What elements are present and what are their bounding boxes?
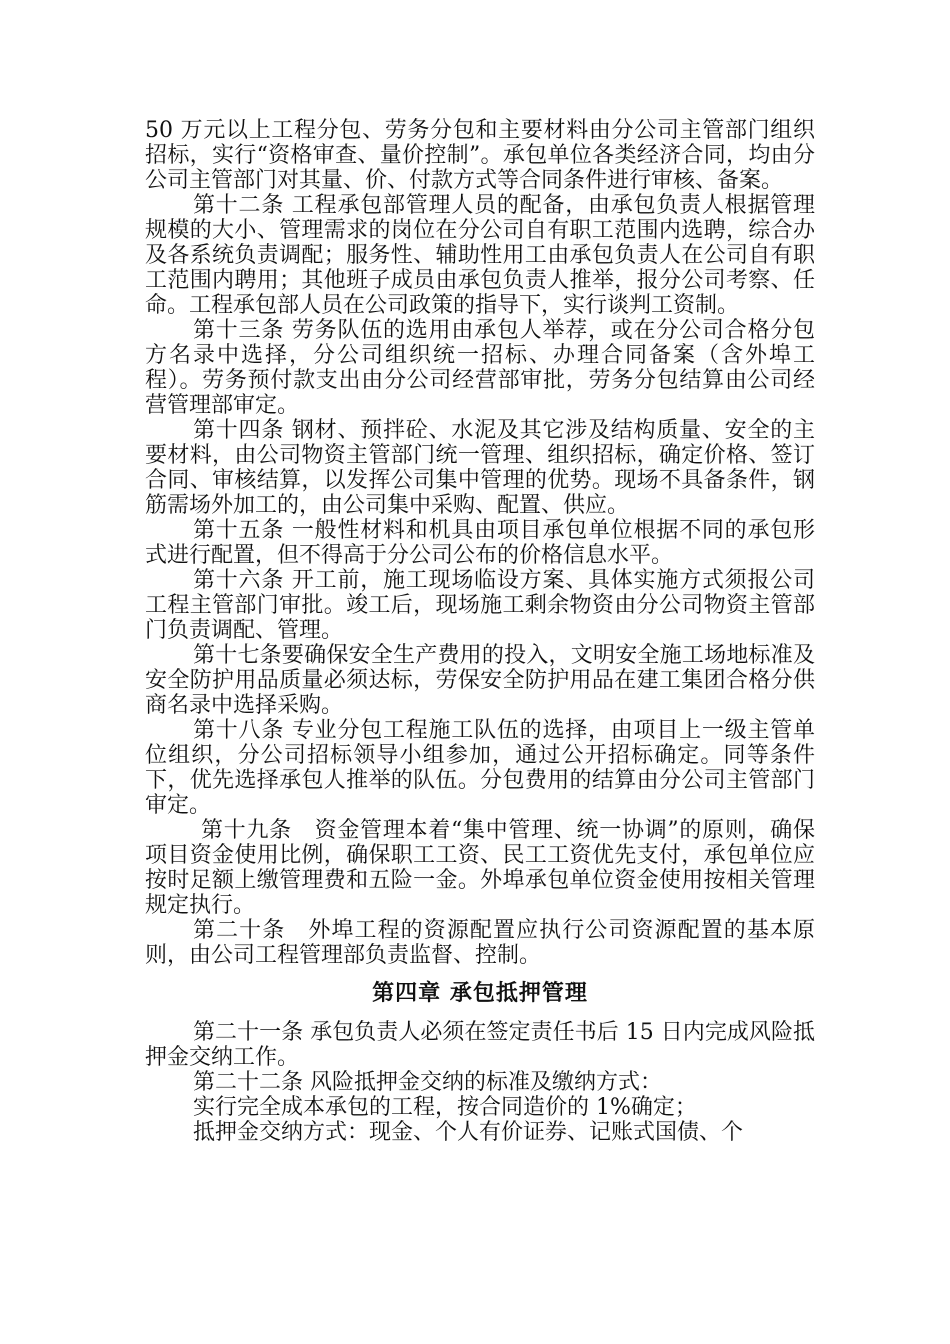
paragraph-deposit-standard: 实行完全成本承包的工程，按合同造价的 1%确定；	[193, 1095, 697, 1120]
paragraph-article-20: 第二十条 外埠工程的资源配置应执行公司资源配置的基本原则，由公司工程管理部负责监督、控制。	[145, 918, 815, 968]
paragraph-article-15: 第十五条 一般性材料和机具由项目承包单位根据不同的承包形式进行配置，但不得高于分公司公布的价格信息水平。	[145, 518, 815, 568]
paragraph-article-17: 第十七条要确保安全生产费用的投入，文明安全施工场地标准及安全防护用品质量必须达标，劳保安全防护用品在建工集团合格分供商名录中选择采购。	[145, 643, 815, 718]
chapter-heading: 第四章 承包抵押管理	[372, 981, 588, 1006]
paragraph-article-22: 第二十二条 风险抵押金交纳的标准及缴纳方式：	[193, 1070, 662, 1095]
paragraph-article-21: 第二十一条 承包负责人必须在签定责任书后 15 日内完成风险抵押金交纳工作。	[145, 1020, 815, 1070]
paragraph-article-19: 第十九条 资金管理本着“集中管理、统一协调”的原则，确保项目资金使用比例，确保职工工资、民工工资优先支付，承包单位应按时足额上缴管理费和五险一金。外埠承包单位资金使用按相关管理规定执行。	[145, 818, 815, 918]
paragraph-article-18: 第十八条 专业分包工程施工队伍的选择，由项目上一级主管单位组织，分公司招标领导小组参加，通过公开招标确定。同等条件下，优先选择承包人推举的队伍。分包费用的结算由分公司主管部门审定。	[145, 718, 815, 818]
paragraph-article-14: 第十四条 钢材、预拌砼、水泥及其它涉及结构质量、安全的主要材料，由公司物资主管部门统一管理、组织招标，确定价格、签订合同、审核结算，以发挥公司集中管理的优势。现场不具备条件，钢筋需场外加工的，由公司集中采购、配置、供应。	[145, 418, 815, 518]
paragraph-contract-bidding: 50 万元以上工程分包、劳务分包和主要材料由分公司主管部门组织招标，实行“资格审查、量价控制”。承包单位各类经济合同，均由分公司主管部门对其量、价、付款方式等合同条件进行审核、备案。	[145, 118, 815, 193]
paragraph-article-16: 第十六条 开工前，施工现场临设方案、具体实施方式须报公司工程主管部门审批。竣工后，现场施工剩余物资由分公司物资主管部门负责调配、管理。	[145, 568, 815, 643]
document-body	[145, 118, 815, 1145]
paragraph-deposit-method: 抵押金交纳方式：现金、个人有价证券、记账式国债、个	[193, 1120, 744, 1145]
paragraph-article-12: 第十二条 工程承包部管理人员的配备，由承包负责人根据管理规模的大小、管理需求的岗位在分公司自有职工范围内选聘，综合办及各系统负责调配；服务性、辅助性用工由承包负责人在公司自有职工范围内聘用；其他班子成员由承包负责人推举，报分公司考察、任命。工程承包部人员在公司政策的指导下，实行谈判工资制。	[145, 193, 815, 318]
paragraph-article-13: 第十三条 劳务队伍的选用由承包人举荐，或在分公司合格分包方名录中选择，分公司组织统一招标、办理合同备案（含外埠工程）。劳务预付款支出由分公司经营部审批，劳务分包结算由公司经营管理部审定。	[145, 318, 815, 418]
